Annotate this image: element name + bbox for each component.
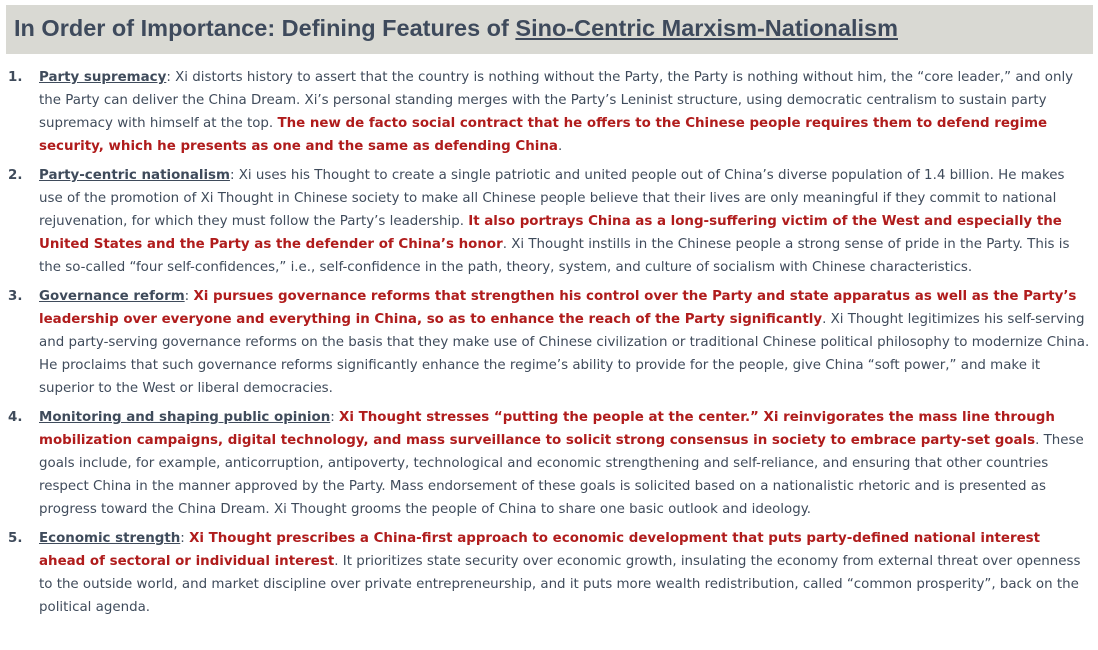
item-emphasis: Xi Thought prescribes a China-first approach to economic development that puts party-defined national interest ahead of sectoral or individual interest — [39, 531, 1041, 569]
item-emphasis: The new de facto social contract that he offers to the Chinese people requires them to defend regime security, which he presents as one and the same as defending China — [39, 116, 1048, 154]
list-item — [0, 164, 1098, 279]
item-body — [39, 164, 1090, 279]
item-emphasis: Xi Thought stresses “putting the people at the center.” Xi reinvigorates the mass line through mobilization campaigns, digital technology, and mass surveillance to solicit strong consensus in society to embrace party-set goals — [39, 410, 1055, 448]
item-text: Xi distorts history to assert that the country is nothing without the Party, the Party is nothing without him, the “core leader,” and only the Party can deliver the China Dream. Xi’s personal standing merges with the Party’s Leninist structure, using democratic centralism to sustain party supremacy with himself at the top. — [39, 70, 1074, 131]
item-text-tail: . It prioritizes state security over economic growth, insulating the economy from external threat over openness to the outside world, and market discipline over private entrepreneurship, and it puts more wealth redistribution, called “common prosperity”, back on the political agenda. — [39, 554, 1081, 615]
item-colon: : — [229, 168, 239, 183]
list-item — [0, 527, 1098, 619]
item-text: Xi uses his Thought to create a single patriotic and united people out of China’s diverse population of 1.4 billion. He makes use of the promotion of Xi Thought in Chinese society to make all Chinese people believe that their lives are only meaningful if they commit to national rejuvenation, for which they must follow the Party’s leadership. — [39, 168, 1065, 229]
item-heading: Monitoring and shaping public opinion — [39, 410, 331, 425]
item-number: 2. — [8, 168, 23, 183]
title-underlined: Sino-Centric Marxism-Nationalism — [515, 15, 898, 41]
item-heading: Economic strength — [39, 531, 181, 546]
item-text-tail: . These goals include, for example, anticorruption, antipoverty, technological and economic strengthening and self-reliance, and ensuring that other countries respect China in the manner approved by the Party. Mass endorsement of these goals is solicited based on a nationalistic rhetoric and is presented as progress toward the China Dream. Xi Thought grooms the people of China to share one basic outlook and ideology. — [39, 433, 1084, 517]
item-number: 3. — [8, 289, 23, 304]
item-colon: : — [180, 531, 190, 546]
item-heading: Party supremacy — [39, 70, 167, 85]
item-body — [39, 406, 1090, 521]
feature-list — [0, 66, 1098, 625]
item-number: 1. — [8, 70, 23, 85]
list-item — [0, 406, 1098, 521]
item-number: 5. — [8, 531, 23, 546]
item-heading: Party-centric nationalism — [39, 168, 230, 183]
item-colon: : — [330, 410, 340, 425]
title-banner — [6, 5, 1093, 54]
page-title — [14, 15, 898, 42]
title-prefix: In Order of Importance: Defining Features of — [14, 15, 516, 41]
item-colon: : — [184, 289, 194, 304]
item-text-tail: . Xi Thought legitimizes his self-serving and party-serving governance reforms on the basis that they make use of Chinese civilization or traditional Chinese political philosophy to modernize China. He proclaims that such governance reforms significantly enhance the regime’s ability to provide for the people, give China “soft power,” and make it superior to the West or liberal democracies. — [39, 312, 1090, 396]
item-text-tail: . — [557, 139, 563, 154]
item-colon: : — [166, 70, 176, 85]
item-number: 4. — [8, 410, 23, 425]
list-item — [0, 66, 1098, 158]
list-item — [0, 285, 1098, 400]
item-body — [39, 285, 1090, 400]
item-text-tail: . Xi Thought instills in the Chinese people a strong sense of pride in the Party. This is the so-called “four self-confidences,” i.e., self-confidence in the path, theory, system, and culture of socialism with Chinese characteristics. — [39, 237, 1070, 275]
item-emphasis: Xi pursues governance reforms that strengthen his control over the Party and state apparatus as well as the Party’s leadership over everyone and everything in China, so as to enhance the reach of the Party significantly — [39, 289, 1077, 327]
item-body — [39, 66, 1090, 158]
item-body — [39, 527, 1090, 619]
item-heading: Governance reform — [39, 289, 185, 304]
item-emphasis: It also portrays China as a long-suffering victim of the West and especially the United States and the Party as the defender of China’s honor — [39, 214, 1062, 252]
